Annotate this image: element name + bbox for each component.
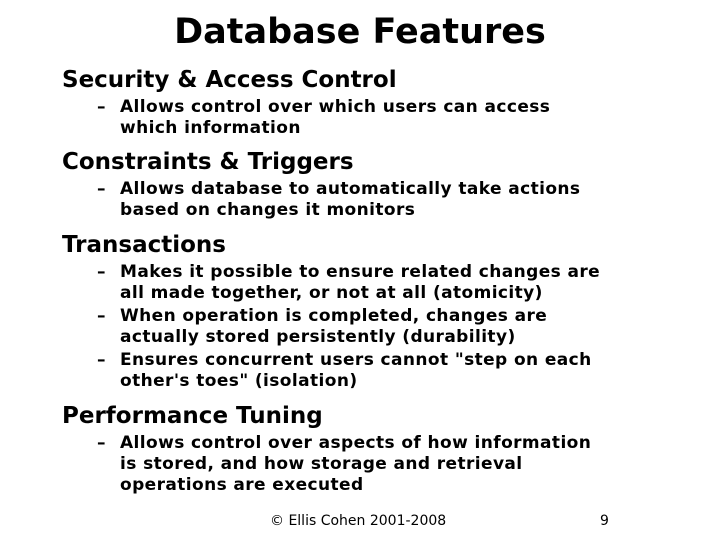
- bullet-text-line: is stored, and how storage and retrieval: [120, 454, 523, 474]
- bullet-dash: –: [97, 350, 106, 370]
- footer-copyright: © Ellis Cohen 2001-2008: [270, 513, 447, 529]
- bullet-text-line: Allows control over aspects of how information: [120, 433, 592, 453]
- bullet-text-line: other's toes" (isolation): [120, 371, 358, 391]
- bullet-text-line: all made together, or not at all (atomicity): [120, 283, 543, 303]
- bullet-text-line: Allows control over which users can access: [120, 97, 551, 117]
- bullet-transactions-2: [97, 306, 697, 348]
- bullet-text-line: Allows database to automatically take actions: [120, 179, 581, 199]
- topic-performance-tuning: Performance Tuning: [62, 403, 323, 429]
- bullet-text-line: based on changes it monitors: [120, 200, 416, 220]
- slide-title: Database Features: [174, 12, 546, 52]
- bullet-transactions-3: [97, 350, 697, 392]
- topic-security-access-control: Security & Access Control: [62, 67, 397, 93]
- page-number: 9: [600, 513, 609, 529]
- bullet-text-line: When operation is completed, changes are: [120, 306, 548, 326]
- bullet-dash: –: [97, 262, 106, 282]
- bullet-text-line: operations are executed: [120, 475, 364, 495]
- bullet-dash: –: [97, 97, 106, 117]
- bullet-constraints-1: [97, 179, 697, 221]
- topic-constraints-triggers: Constraints & Triggers: [62, 149, 354, 175]
- bullet-text-line: Ensures concurrent users cannot "step on each: [120, 350, 592, 370]
- topic-transactions: Transactions: [62, 232, 226, 258]
- bullet-text-line: actually stored persistently (durability): [120, 327, 516, 347]
- bullet-performance-1: [97, 433, 697, 496]
- bullet-security-1: [97, 97, 697, 139]
- bullet-dash: –: [97, 433, 106, 453]
- bullet-dash: –: [97, 306, 106, 326]
- bullet-dash: –: [97, 179, 106, 199]
- bullet-text-line: Makes it possible to ensure related changes are: [120, 262, 601, 282]
- bullet-transactions-1: [97, 262, 697, 304]
- bullet-text-line: which information: [120, 118, 301, 138]
